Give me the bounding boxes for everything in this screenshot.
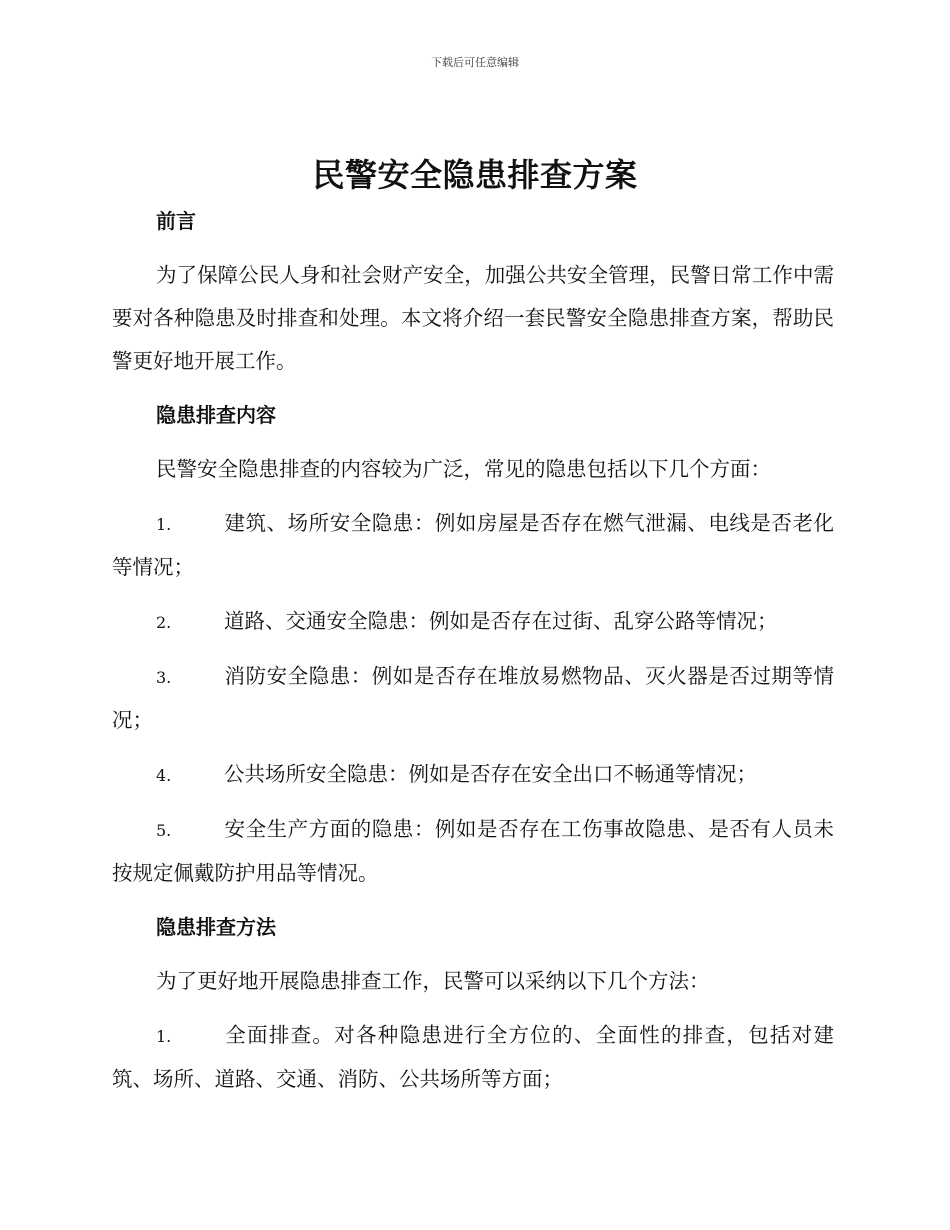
document-title: 民警安全隐患排查方案: [312, 156, 638, 194]
list-text: 全面排查。对各种隐患进行全方位的、全面性的排查，包括对建筑、场所、道路、交通、消防、公共场所等方面；: [112, 1023, 834, 1091]
list-text: 公共场所安全隐患：例如是否存在安全出口不畅通等情况；: [224, 762, 757, 786]
list-text: 建筑、场所安全隐患：例如房屋是否存在燃气泄漏、电线是否老化等情况；: [112, 511, 834, 579]
list-text: 安全生产方面的隐患：例如是否存在工伤事故隐患、是否有人员未按规定佩戴防护用品等情况。: [112, 817, 834, 885]
list-item: [112, 502, 834, 589]
list-item: [112, 808, 834, 895]
list-item: [112, 753, 834, 797]
list-number: 1.: [156, 1027, 172, 1046]
document-body: [112, 200, 834, 1101]
section-heading-preface: 前言: [156, 209, 196, 233]
list-text: 消防安全隐患：例如是否存在堆放易燃物品、灭火器是否过期等情况；: [112, 664, 834, 732]
section-heading-method: 隐患排查方法: [156, 915, 276, 939]
list-number: 5.: [156, 821, 172, 840]
page-header: 下载后可任意编辑: [431, 56, 519, 69]
section-heading-content: 隐患排查内容: [156, 403, 276, 427]
list-number: 2.: [156, 613, 172, 632]
method-intro: 为了更好地开展隐患排查工作，民警可以采纳以下几个方法：: [156, 969, 710, 993]
list-number: 1.: [156, 515, 172, 534]
list-item: [112, 1014, 834, 1101]
list-item: [112, 600, 834, 644]
list-item: [112, 655, 834, 742]
list-number: 4.: [156, 766, 172, 785]
list-number: 3.: [156, 668, 172, 687]
preface-paragraph: 为了保障公民人身和社会财产安全，加强公共安全管理，民警日常工作中需要对各种隐患及时排查和处理。本文将介绍一套民警安全隐患排查方案，帮助民警更好地开展工作。: [112, 263, 834, 373]
content-intro: 民警安全隐患排查的内容较为广泛，常见的隐患包括以下几个方面：: [156, 457, 771, 481]
list-text: 道路、交通安全隐患：例如是否存在过街、乱穿公路等情况；: [224, 609, 778, 633]
